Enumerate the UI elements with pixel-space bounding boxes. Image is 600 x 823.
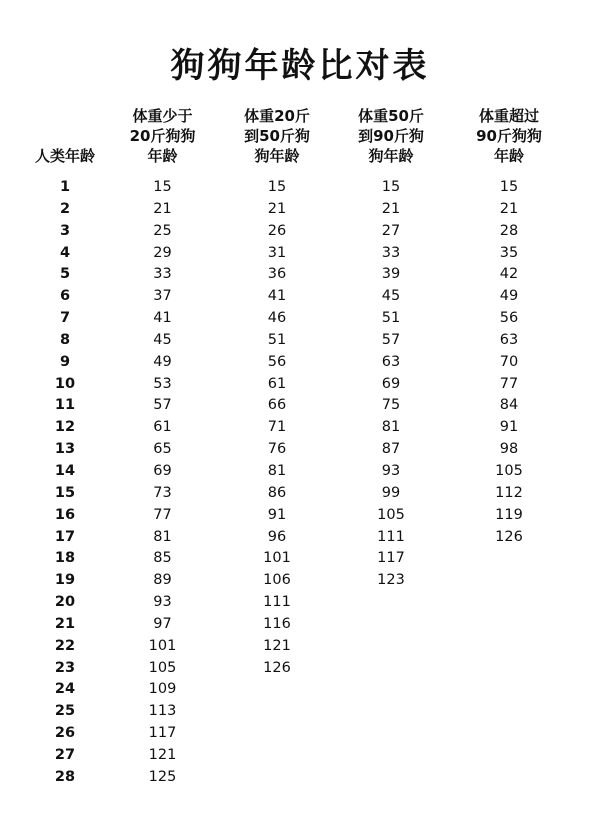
table-cell: 15	[153, 179, 172, 195]
table-cell: 33	[381, 244, 401, 261]
table-cell: 13	[54, 441, 76, 458]
table-cell: 123	[377, 572, 405, 589]
table-cell: 81	[381, 419, 401, 436]
table-cell: 56	[499, 310, 519, 327]
table-cell: 26	[54, 725, 76, 742]
table-cell: 101	[148, 637, 177, 654]
table-cell: 24	[54, 681, 76, 698]
table-cell: 109	[148, 681, 177, 698]
table-cell: 2	[59, 200, 71, 217]
table-cell: 9	[59, 353, 71, 370]
table-cell: 113	[148, 703, 177, 720]
table-cell: 28	[499, 222, 519, 239]
table-cell: 20	[54, 594, 76, 611]
table-cell: 84	[499, 397, 519, 414]
table-cell: 126	[495, 528, 523, 545]
table-cell: 26	[267, 222, 287, 239]
table-cell: 97	[153, 615, 172, 632]
table-cell: 33	[153, 266, 172, 283]
table-cell: 15	[381, 179, 401, 195]
header-dog-50-90: 体重50斤 到90斤狗 狗年龄	[358, 107, 424, 165]
table-cell: 6	[59, 288, 71, 305]
header-human-age: 人类年龄	[34, 147, 95, 165]
table-cell: 21	[54, 615, 76, 632]
table-cell: 117	[377, 550, 405, 567]
table-cell: 77	[499, 375, 519, 392]
table-cell: 69	[381, 375, 401, 392]
table-cell: 37	[153, 288, 172, 305]
table-cell: 63	[381, 353, 401, 370]
table-cell: 121	[263, 637, 291, 654]
table-cell: 57	[153, 397, 172, 414]
table-cell: 31	[267, 244, 287, 261]
table-cell: 126	[263, 659, 291, 676]
table-cell: 23	[54, 659, 76, 676]
table-cell: 4	[59, 244, 71, 261]
table-cell: 63	[499, 331, 519, 348]
header-dog-under-20: 体重少于 20斤狗狗 年龄	[129, 107, 196, 165]
table-cell: 69	[153, 462, 172, 479]
dog-age-column-50-90	[352, 177, 430, 592]
table-cell: 3	[59, 222, 71, 239]
table-cell: 61	[267, 375, 287, 392]
table-cell: 51	[267, 331, 287, 348]
table-cell: 106	[263, 572, 291, 589]
table-cell: 56	[267, 353, 287, 370]
table-cell: 121	[148, 746, 177, 763]
table-cell: 91	[267, 506, 287, 523]
header-dog-20-50: 体重20斤 到50斤狗 狗年龄	[244, 107, 310, 165]
table-cell: 61	[153, 419, 172, 436]
table-cell: 18	[54, 550, 76, 567]
table-cell: 41	[153, 310, 172, 327]
table-cell: 21	[499, 200, 519, 217]
table-cell: 105	[495, 462, 523, 479]
table-cell: 42	[499, 266, 519, 283]
table-cell: 41	[267, 288, 287, 305]
table-cell: 112	[495, 484, 523, 501]
table-cell: 1	[59, 179, 71, 195]
table-cell: 39	[381, 266, 401, 283]
table-cell: 17	[54, 528, 76, 545]
table-cell: 76	[267, 441, 287, 458]
table-cell: 91	[499, 419, 519, 436]
table-cell: 105	[148, 659, 177, 676]
table-cell: 36	[267, 266, 287, 283]
table-cell: 53	[153, 375, 172, 392]
table-cell: 15	[267, 179, 287, 195]
table-cell: 25	[54, 703, 76, 720]
table-cell: 8	[59, 331, 71, 348]
table-cell: 111	[263, 594, 291, 611]
table-cell: 45	[153, 331, 172, 348]
table-cell: 98	[499, 441, 519, 458]
table-cell: 86	[267, 484, 287, 501]
table-cell: 111	[377, 528, 405, 545]
table-cell: 66	[267, 397, 287, 414]
table-cell: 89	[153, 572, 172, 589]
table-cell: 27	[381, 222, 401, 239]
table-cell: 22	[54, 637, 76, 654]
dog-age-column-under-20	[125, 177, 200, 789]
table-cell: 77	[153, 506, 172, 523]
table-cell: 49	[499, 288, 519, 305]
dog-age-column-20-50	[238, 177, 316, 679]
table-cell: 29	[153, 244, 172, 261]
table-cell: 35	[499, 244, 519, 261]
table-cell: 65	[153, 441, 172, 458]
table-cell: 81	[153, 528, 172, 545]
table-cell: 7	[59, 310, 71, 327]
table-cell: 73	[153, 484, 172, 501]
human-age-column	[30, 177, 100, 789]
table-cell: 16	[54, 506, 76, 523]
table-cell: 96	[267, 528, 287, 545]
table-cell: 21	[153, 200, 172, 217]
table-cell: 21	[267, 200, 287, 217]
table-cell: 21	[381, 200, 401, 217]
table-cell: 15	[54, 484, 76, 501]
table-cell: 51	[381, 310, 401, 327]
table-cell: 105	[377, 506, 405, 523]
table-cell: 46	[267, 310, 287, 327]
table-cell: 87	[381, 441, 401, 458]
table-cell: 49	[153, 353, 172, 370]
table-cell: 14	[54, 462, 76, 479]
table-cell: 75	[381, 397, 401, 414]
table-cell: 12	[54, 419, 76, 436]
table-cell: 15	[499, 179, 519, 195]
table-cell: 70	[499, 353, 519, 370]
table-cell: 93	[153, 594, 172, 611]
page-title: 狗狗年龄比对表	[170, 46, 430, 86]
table-cell: 119	[495, 506, 523, 523]
table-cell: 57	[381, 331, 401, 348]
table-cell: 25	[153, 222, 172, 239]
table-cell: 5	[59, 266, 71, 283]
table-cell: 19	[54, 572, 76, 589]
table-cell: 28	[54, 768, 76, 785]
table-cell: 116	[263, 615, 291, 632]
table-cell: 99	[381, 484, 401, 501]
table-cell: 45	[381, 288, 401, 305]
table-cell: 81	[267, 462, 287, 479]
table-cell: 71	[267, 419, 287, 436]
table-cell: 125	[148, 768, 177, 785]
header-dog-over-90: 体重超过 90斤狗狗 年龄	[476, 107, 542, 165]
table-cell: 117	[148, 725, 177, 742]
table-cell: 11	[54, 397, 76, 414]
dog-age-column-over-90	[470, 177, 548, 548]
table-cell: 85	[153, 550, 172, 567]
table-cell: 10	[54, 375, 76, 392]
table-cell: 93	[381, 462, 401, 479]
table-cell: 101	[263, 550, 291, 567]
table-cell: 27	[54, 746, 76, 763]
